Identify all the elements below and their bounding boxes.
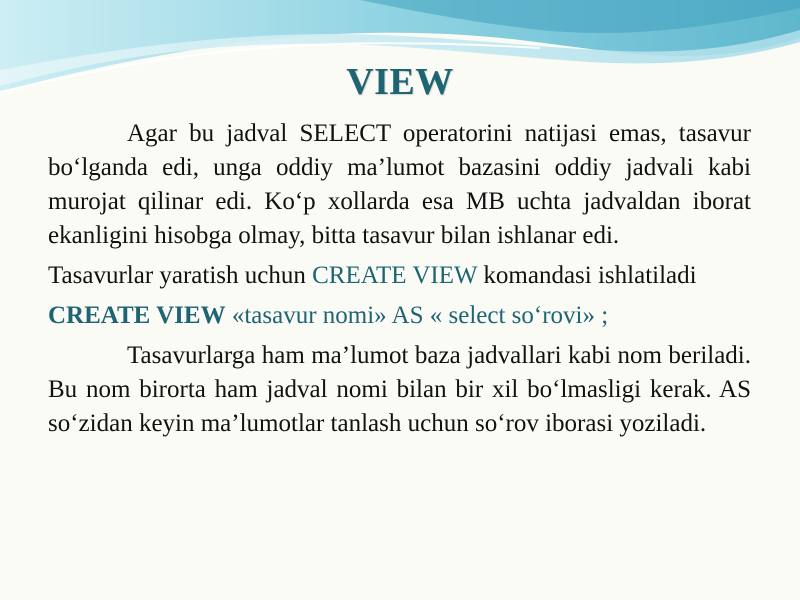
slide-title: VIEW: [346, 61, 454, 103]
create-view-command-inline: CREATE VIEW: [312, 262, 478, 289]
syntax-rest: «tasavur nomi» AS « select so‘rovi» ;: [231, 302, 609, 329]
paragraph-create-view: [48, 259, 751, 293]
paragraph-naming: Tasavurlarga ham ma’lumot baza jadvallari kabi nom beriladi. Bu nom birorta ham jadval nomi bilan bir xil bo‘lmasligi kerak. AS so‘zidan keyin ma’lumotlar tanlash uchun so‘rov iborasi yoziladi.: [48, 342, 751, 437]
slide-body: [48, 117, 751, 447]
paragraph-create-view-after: komandasi ishlatiladi: [483, 262, 697, 289]
paragraph-create-view-before: Tasavurlar yaratish uchun: [48, 262, 306, 289]
syntax-line: [48, 299, 751, 333]
paragraph-intro: Agar bu jadval SELECT operatorini natijasi emas, tasavur bo‘lganda edi, unga oddiy ma’lumot bazasini oddiy jadvali kabi murojat qilinar edi. Ko‘p xollarda esa MB uchta jadvaldan iborat ekanligini hisobga olmay, bitta tasavur bilan ishlanar edi.: [48, 120, 751, 249]
syntax-keyword: CREATE VIEW: [48, 302, 226, 329]
